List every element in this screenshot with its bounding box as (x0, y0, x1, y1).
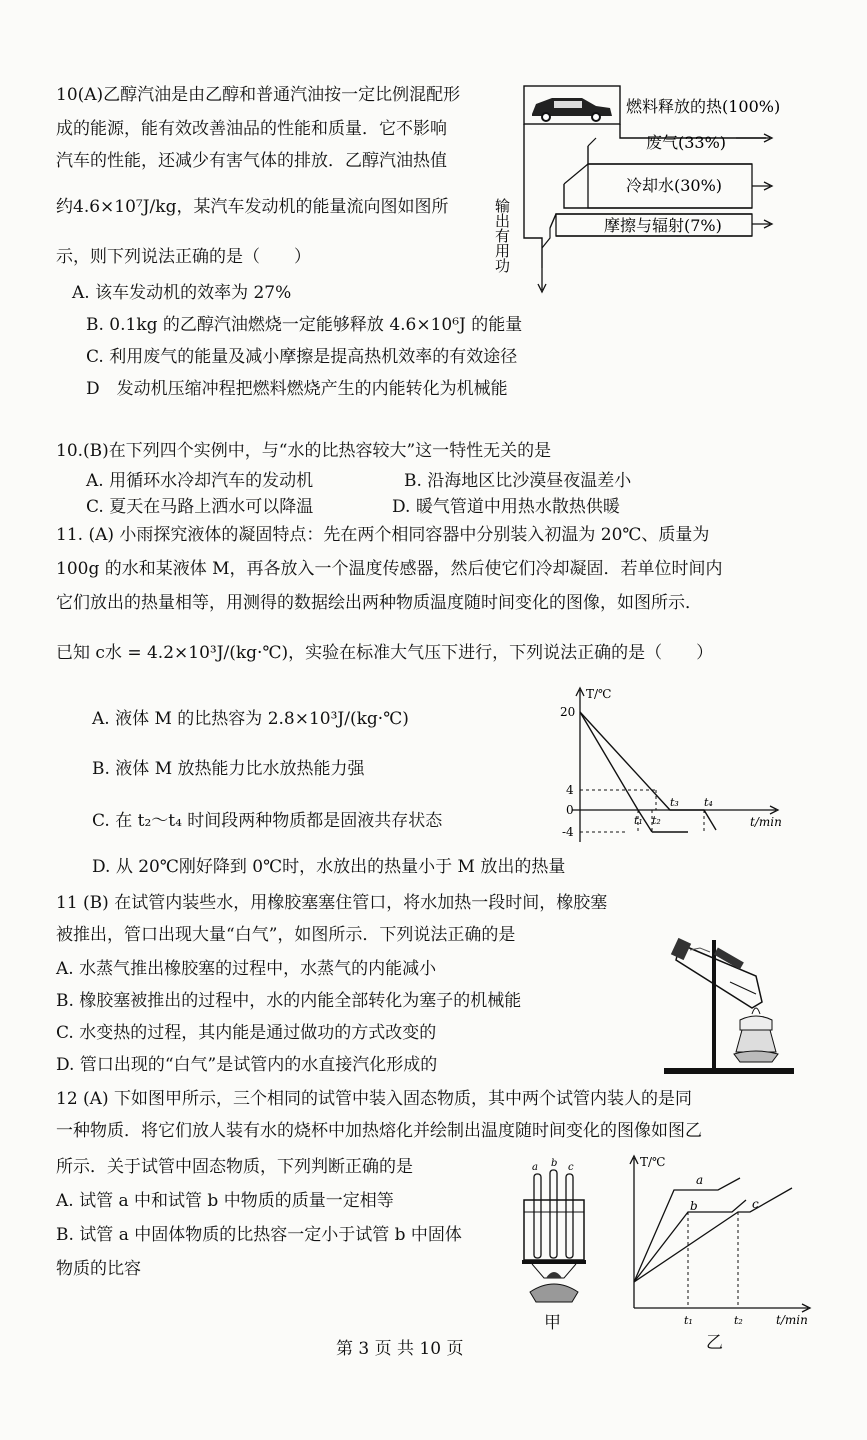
curve-a: a (696, 1173, 704, 1187)
q10a-option-b: B. 0.1kg 的乙醇汽油燃烧一定能够释放 4.6×10⁶J 的能量 (86, 315, 523, 335)
svg-text:c: c (568, 1162, 574, 1173)
exhaust-label: 废气(33%) (646, 133, 727, 152)
q11a-option-a: A. 液体 M 的比热容为 2.8×10³J/(kg·℃) (92, 709, 409, 729)
q11a-line-1: 11. (A) 小雨探究液体的凝固特点：先在两个相同容器中分别装入初温为 20℃、质量为 (56, 525, 710, 545)
fig-yi-caption: 乙 (706, 1333, 723, 1353)
q10a-line-3: 汽车的性能，还减少有害气体的排放．乙醇汽油热值 (56, 151, 447, 171)
fig-jia-caption: 甲 (544, 1313, 561, 1333)
curve-b: b (690, 1199, 698, 1213)
cooling-label: 冷却水(30%) (626, 176, 723, 195)
q12a-option-b-cont: 物质的比容 (56, 1259, 141, 1279)
q11a-option-d: D. 从 20℃刚好降到 0℃时，水放出的热量小于 M 放出的热量 (92, 857, 566, 877)
q12a-line-1: 12 (A) 下如图甲所示，三个相同的试管中装入固态物质，其中两个试管内装人的是同 (56, 1089, 692, 1109)
fuel-heat-label: 燃料释放的热(100%) (626, 97, 781, 116)
q11b-option-b: B. 橡胶塞被推出的过程中，水的内能全部转化为塞子的机械能 (56, 991, 522, 1011)
q11a-line-3: 它们放出的热量相等，用测得的数据绘出两种物质温度随时间变化的图像，如图所示． (56, 593, 702, 613)
t2-label: t₂ (652, 814, 661, 827)
q10b-stem: 10.(B)在下列四个实例中，与“水的比热容较大”这一特性无关的是 (56, 441, 552, 461)
q11b-line-2: 被推出，管口出现大量“白气”，如图所示．下列说法正确的是 (56, 925, 516, 945)
svg-text:b: b (551, 1158, 558, 1169)
figure-jia-beaker (512, 1160, 602, 1310)
q10a-option-d: D 发动机压缩冲程把燃料燃烧产生的内能转化为机械能 (86, 379, 508, 399)
q11a-line-4: 已知 c水 = 4.2×10³J/(kg·℃)，实验在标准大气压下进行，下列说法正确的是（ ） (56, 643, 714, 663)
q12a-option-b: B. 试管 a 中固体物质的比热容一定小于试管 b 中固体 (56, 1225, 462, 1245)
q10b-option-c: C. 夏天在马路上洒水可以降温 (86, 497, 314, 517)
useful-work-label: 输出有用功 (493, 198, 511, 273)
q10a-line-2: 成的能源，能有效改善油品的性能和质量．它不影响 (56, 119, 447, 139)
figure-yi-melting-graph (620, 1152, 816, 1328)
tick-20: 20 (560, 705, 576, 719)
q10a-option-a: A. 该车发动机的效率为 27% (72, 283, 292, 303)
curve-c: c (752, 1197, 759, 1211)
cooling-graph (548, 684, 788, 856)
q10a-option-c: C. 利用废气的能量及减小摩擦是提高热机效率的有效途径 (86, 347, 518, 367)
q10a-line-4: 约4.6×10⁷J/kg，某汽车发动机的能量流向图如图所 (56, 197, 449, 217)
q11b-option-a: A. 水蒸气推出橡胶塞的过程中，水蒸气的内能减小 (56, 959, 437, 979)
tick-0: 0 (566, 803, 574, 817)
q12a-line-2: 一种物质．将它们放人装有水的烧杯中加热熔化并绘制出温度随时间变化的图像如图乙 (56, 1121, 702, 1141)
q12a-line-3: 所示．关于试管中固态物质，下列判断正确的是 (56, 1157, 413, 1177)
yi-xlabel: t/min (776, 1313, 808, 1327)
q11a-option-c: C. 在 t₂～t₄ 时间段两种物质都是固液共存状态 (92, 811, 443, 831)
yi-t2: t₂ (734, 1314, 743, 1327)
q11a-option-b: B. 液体 M 放热能力比水放热能力强 (92, 759, 365, 779)
tick-neg4: -4 (562, 825, 574, 839)
energy-flow-diagram (493, 78, 796, 300)
friction-label: 摩擦与辐射(7%) (604, 216, 722, 235)
yi-ylabel: T/℃ (640, 1155, 666, 1169)
graph-ylabel: T/℃ (586, 687, 612, 701)
q10b-option-a: A. 用循环水冷却汽车的发动机 (86, 471, 314, 491)
q11a-line-2: 100g 的水和某液体 M，再各放入一个温度传感器，然后使它们冷却凝固．若单位时间内 (56, 559, 723, 579)
tick-4: 4 (566, 783, 574, 797)
q10b-option-d: D. 暖气管道中用热水散热供暖 (392, 497, 620, 517)
t4-label: t₄ (704, 796, 713, 809)
svg-text:a: a (532, 1162, 538, 1173)
q10b-option-b: B. 沿海地区比沙漠昼夜温差小 (404, 471, 632, 491)
q11b-option-c: C. 水变热的过程，其内能是通过做功的方式改变的 (56, 1023, 437, 1043)
yi-t1: t₁ (684, 1314, 693, 1327)
q11b-option-d: D. 管口出现的“白气”是试管内的水直接汽化形成的 (56, 1055, 438, 1075)
t3-label: t₃ (670, 796, 679, 809)
graph-xlabel: t/min (750, 815, 782, 829)
q10a-line-5: 示，则下列说法正确的是（ ） (56, 247, 311, 267)
test-tube-apparatus-illustration (660, 920, 800, 1076)
page-footer: 第 3 页 共 10 页 (336, 1339, 464, 1359)
q11b-line-1: 11 (B) 在试管内装些水，用橡胶塞塞住管口，将水加热一段时间，橡胶塞 (56, 893, 608, 913)
q12a-option-a: A. 试管 a 中和试管 b 中物质的质量一定相等 (56, 1191, 394, 1211)
t1-label: t₁ (634, 814, 643, 827)
car-icon (532, 98, 612, 121)
q10a-line-1: 10(A)乙醇汽油是由乙醇和普通汽油按一定比例混配形 (56, 85, 461, 105)
